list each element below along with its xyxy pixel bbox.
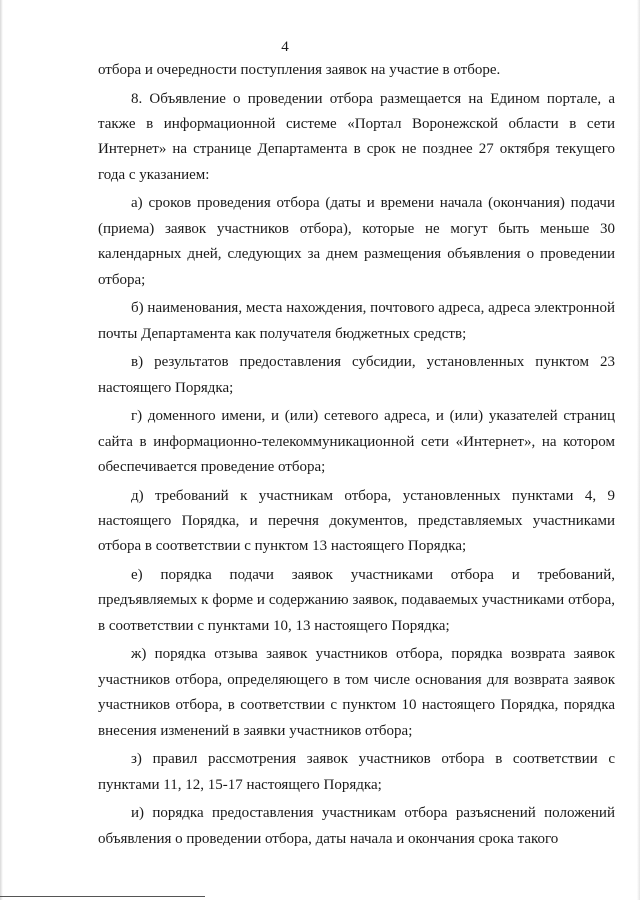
paragraph-subitem-d: д) требований к участникам отбора, установленных пунктами 4, 9 настоящего Порядка, и перечня документов, представляемых участниками отбора в соответствии с пунктом 13 настоящего Порядка; xyxy=(98,487,615,555)
paragraph-subitem-i: и) порядка предоставления участникам отбора разъяснений положений объявления о проведении отбора, даты начала и окончания срока такого xyxy=(98,805,615,847)
paragraph-subitem-g: г) доменного имени, и (или) сетевого адреса, и (или) указателей страниц сайта в информационно-телекоммуникационной сети «Интернет», на котором обеспечивается проведение отбора; xyxy=(98,408,615,476)
paragraph-subitem-zh: ж) порядка отзыва заявок участников отбора, порядка возврата заявок участников отбора, определяющего в том числе основания для возврата заявок участников отбора, в соответствии с пунктом 10 настоящего Порядка, порядка внесения изменений в заявки участников отбора; xyxy=(98,646,615,739)
paragraph-continuation: отбора и очередности поступления заявок на участие в отборе. xyxy=(98,62,501,78)
paragraph-subitem-z: з) правил рассмотрения заявок участников отбора в соответствии с пунктами 11, 12, 15-17 настоящего Порядка; xyxy=(98,751,615,793)
paragraph-item-8: 8. Объявление о проведении отбора размещается на Едином портале, а также в информационной системе «Портал Воронежской области в сети Интернет» на странице Департамента в срок не позднее 27 октября текущего года с указанием: xyxy=(98,90,615,183)
paragraph-subitem-e: е) порядка подачи заявок участниками отбора и требований, предъявляемых к форме и содержанию заявок, подаваемых участниками отбора, в соответствии с пунктами 10, 13 настоящего Порядка; xyxy=(98,567,615,634)
bottom-rule xyxy=(0,896,205,897)
paragraph-subitem-a: а) сроков проведения отбора (даты и времени начала (окончания) подачи (приема) заявок участников отбора), которые не могут быть меньше 30 календарных дней, следующих за днем размещения объявления о проведении отбора; xyxy=(98,195,615,288)
paragraph-subitem-v: в) результатов предоставления субсидии, установленных пунктом 23 настоящего Порядка; xyxy=(98,354,615,396)
page-number-text: 4 xyxy=(281,39,289,55)
page-number xyxy=(0,38,640,56)
paragraph-subitem-b: б) наименования, места нахождения, почтового адреса, адреса электронной почты Департамента как получателя бюджетных средств; xyxy=(98,300,615,342)
document-body xyxy=(98,58,615,855)
scan-edge-left xyxy=(0,0,3,900)
